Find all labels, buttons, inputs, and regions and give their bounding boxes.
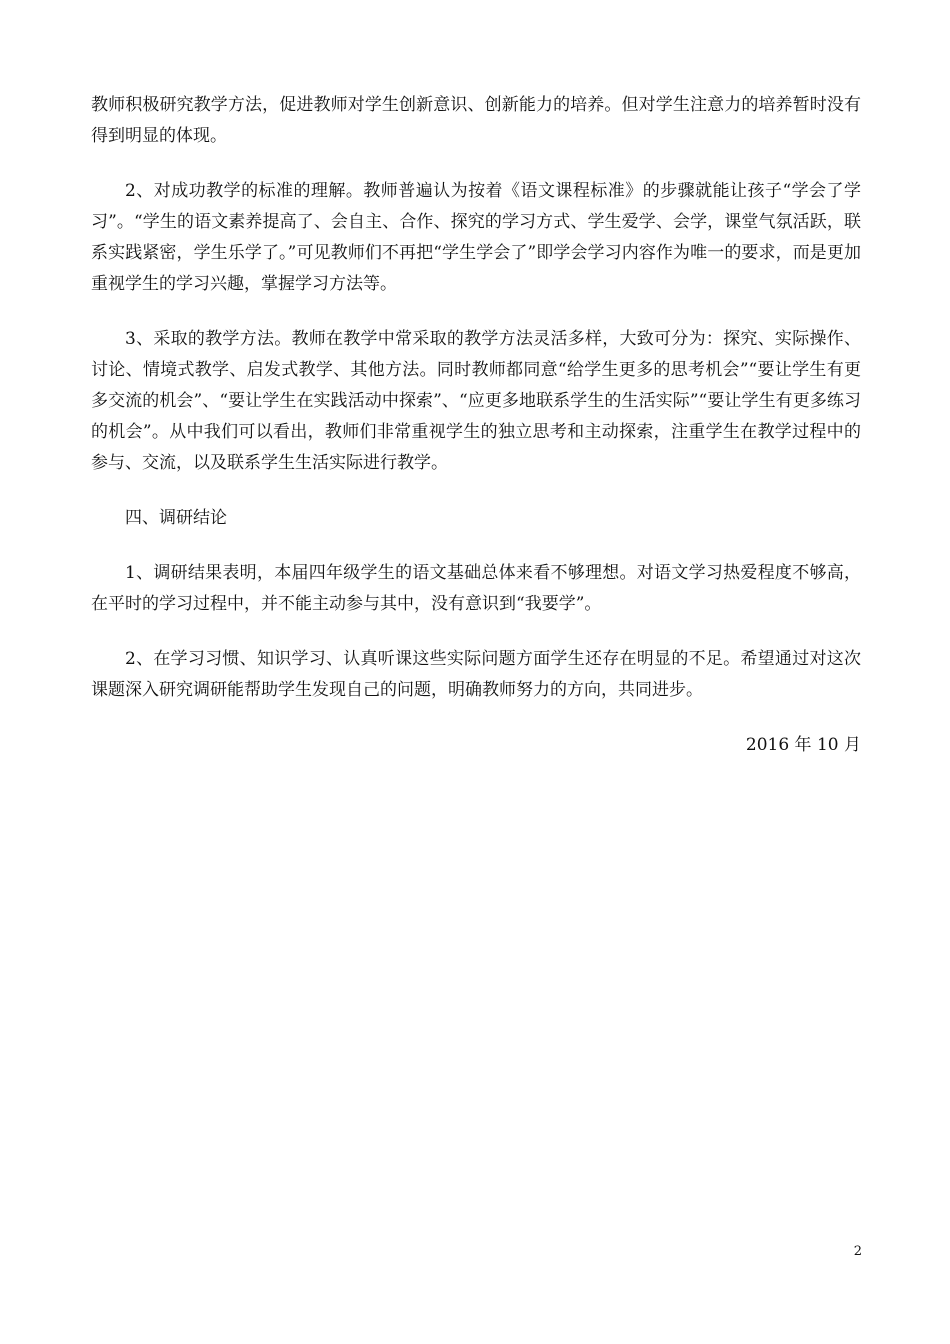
document-body (91, 90, 861, 761)
page-number: 2 (853, 1244, 862, 1259)
paragraph-conclusion-1: 1、调研结果表明，本届四年级学生的语文基础总体来看不够理想。对语文学习热爱程度不够高，在平时的学习过程中，并不能主动参与其中，没有意识到“我要学”。 (91, 563, 861, 614)
paragraph-conclusion-2: 2、在学习习惯、知识学习、认真听课这些实际问题方面学生还存在明显的不足。希望通过对这次课题深入研究调研能帮助学生发现自己的问题，明确教师努力的方向，共同进步。 (91, 649, 861, 700)
document-date: 2016 年 10 月 (745, 735, 861, 755)
paragraph-success-criteria: 2、对成功教学的标准的理解。教师普遍认为按着《语文课程标准》的步骤就能让孩子“学会了学习”。“学生的语文素养提高了、会自主、合作、探究的学习方式、学生爱学、会学，课堂气氛活跃，联系实践紧密，学生乐学了。”可见教师们不再把“学生学会了”即学会学习内容作为唯一的要求，而是更加重视学生的学习兴趣，掌握学习方法等。 (91, 181, 861, 294)
section-heading-conclusion: 四、调研结论 (125, 508, 227, 528)
paragraph-teaching-methods: 3、采取的教学方法。教师在教学中常采取的教学方法灵活多样，大致可分为：探究、实际操作、讨论、情境式教学、启发式教学、其他方法。同时教师都同意“给学生更多的思考机会”“要让学生有更多交流的机会”、“要让学生在实践活动中探索”、“应更多地联系学生的生活实际”“要让学生有更多练习的机会”。从中我们可以看出，教师们非常重视学生的独立思考和主动探索，注重学生在教学过程中的参与、交流，以及联系学生生活实际进行教学。 (91, 329, 861, 473)
paragraph-continued: 教师积极研究教学方法，促进教师对学生创新意识、创新能力的培养。但对学生注意力的培养暂时没有得到明显的体现。 (91, 95, 861, 146)
